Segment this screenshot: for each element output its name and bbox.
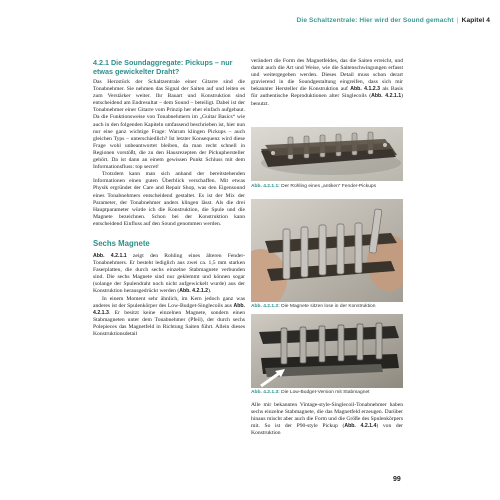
figure-caption	[251, 390, 403, 396]
right-column-top	[251, 58, 403, 108]
running-header	[90, 17, 490, 24]
loose-magnets-image	[251, 199, 403, 302]
header-section-title: Die Schaltzentrale: Hier wird der Sound gemacht	[296, 17, 454, 24]
figure-caption	[251, 304, 403, 310]
paragraph	[93, 296, 245, 339]
left-column	[93, 58, 245, 338]
paragraph: Das Herzstück der Schaltzentrale einer Gitarre sind die Tonabnehmer. Sie nehmen das Signal der Saiten auf und leiten es zum Verstärker weiter. Ihr Bauart und Konstruktion sind entscheidend am Endresultat – dem Sound – beteiligt. Dabei ist der Tonabnehmer einer Gitarre vom Prinzip her eher einfach aufgebaut. Da die Funktionsweise von Tonabnehmern im „Guitar Basics“ wie auch in den folgenden Kapiteln umfassend beschrieben ist, hier nun nur eine ganz wichtige Frage: Warum klingen Pickups – auch gleichen Typs – unterschiedlich? Ist letzter Konsequenz wird diese Frage wohl unbeantwortet bleiben, da man recht schnell in Regionen vorstößt, die zu den Hausrezepten der Pickuphersteller gehört. Da ist dann an einem gewissen Punkt Schluss mit dem Informationsfluss: top secret!	[93, 79, 245, 171]
header-chapter: Kapitel 4	[461, 17, 490, 24]
paragraph	[251, 402, 403, 437]
caption-label: Abb. 4.2.1.1:	[251, 184, 280, 189]
figure-reference: Abb. 4.2.1.3	[93, 302, 245, 316]
text-run: verändert die Form des Magnetfeldes, das die Saiten erreicht, und damit auch die Art und Weise, wie die Saitenschwingungen erfasst und weitergegeben werden. Dieses Detail muss schon derart gravierend in die Soundgestaltung eingreifen, dass sich mir bekannter Hersteller die Konstruktion auf	[251, 58, 403, 93]
pickup-blank-photo	[251, 127, 403, 181]
figure-reference: Abb. 4.1.2.3	[350, 86, 380, 93]
bar-magnet-image	[251, 314, 403, 388]
paragraph	[251, 58, 403, 108]
caption-label: Abb. 4.2.1.3:	[251, 390, 280, 395]
header-separator: |	[456, 17, 459, 24]
section-heading: 4.2.1 Die Soundaggregate: Pickups – nur etwas gewickelter Draht?	[93, 58, 233, 76]
pickup-blank-image	[251, 127, 403, 181]
text-run: ) benutzt.	[251, 93, 403, 107]
figure-reference: Abb. 4.2.1.1	[371, 93, 402, 100]
text-run: . Er besitzt keine einzelnen Magnete, sondern einen Stabmagneten unter dem Tonabnehmer (Pfeil), der durch sechs Polepieces das Magnetfeld in Richtung Saiten führt. Allein dieses Konstruktionsdetail	[93, 309, 245, 337]
loose-magnets-photo	[251, 199, 403, 302]
caption-text: Der Rohling eines „antiken“ Fender-Pickups	[279, 184, 377, 189]
text-run: als Basis für authentische Reproduktionen alter Singlecoils (	[251, 86, 403, 100]
caption-label: Abb. 4.2.1.2:	[251, 304, 280, 309]
caption-text: Die Low-Budget-Version mit Stabmagnet	[279, 390, 370, 395]
figure-reference: Abb. 4.2.1.1	[93, 252, 127, 259]
text-run: zeigt den Rohling eines älteren Fender-Tonabnehmers. Er besteht lediglich aus zwei ca. 1,5 mm starken Faserplatten, die durch sechs einzelne Stabmagnete verbunden sind. Die sechs Magnete sind nur geklemmt und können sogar (solange der Spulendraht noch nicht aufgewickelt wurde) aus der Konstruktion herausgedrückt werden (	[93, 252, 245, 295]
subsection-heading: Sechs Magnete	[93, 238, 150, 248]
bar-magnet-photo	[251, 314, 403, 388]
figure-reference: Abb. 4.2.1.4	[344, 423, 377, 430]
caption-text: Die Magnete sitzen lose in der Konstruktion	[279, 304, 376, 309]
figure-caption	[251, 184, 403, 190]
paragraph: Trotzdem kann man sich anhand der bereitstehenden Informationen einen guten Überblick verschaffen. Mit etwas Physik ergründet der Care and Repair Shop, was den Eigensound eines Tonabnehmers entscheidend gestaltet. Es ist der Mix der Parameter, der Tonabnehmer anders klingen lässt. Als die drei Hauptparameter würde ich die Konstruktion, die Spule und die Magnete bezeichnen. Schon bei der Konstruktion kann entscheidend Einfluss auf den Sound genommen werden.	[93, 171, 245, 227]
text-run: Alle mir bekannten Vintage-style-Singlecoil-Tonabnehmer haben sechs einzelne Stabmagnete, die das Magnetfeld erzeugen. Darüber hinaus mischt aber auch die Form und die Größe des Spulenkörpers mit. So ist der P90-style Pickup (	[251, 402, 403, 430]
figure-reference: Abb. 4.2.1.2	[179, 288, 209, 295]
text-run: ) von der Konstruktion	[251, 423, 403, 437]
text-run: ).	[208, 288, 212, 295]
text-run: In einem Moment sehr ähnlich, im Kern jedoch ganz was anderes ist der Spulenkörper des Low-Budget-Singlecoils aus	[93, 295, 245, 309]
right-column-bottom	[251, 402, 403, 437]
page-number: 99	[393, 476, 401, 483]
paragraph	[93, 253, 245, 296]
